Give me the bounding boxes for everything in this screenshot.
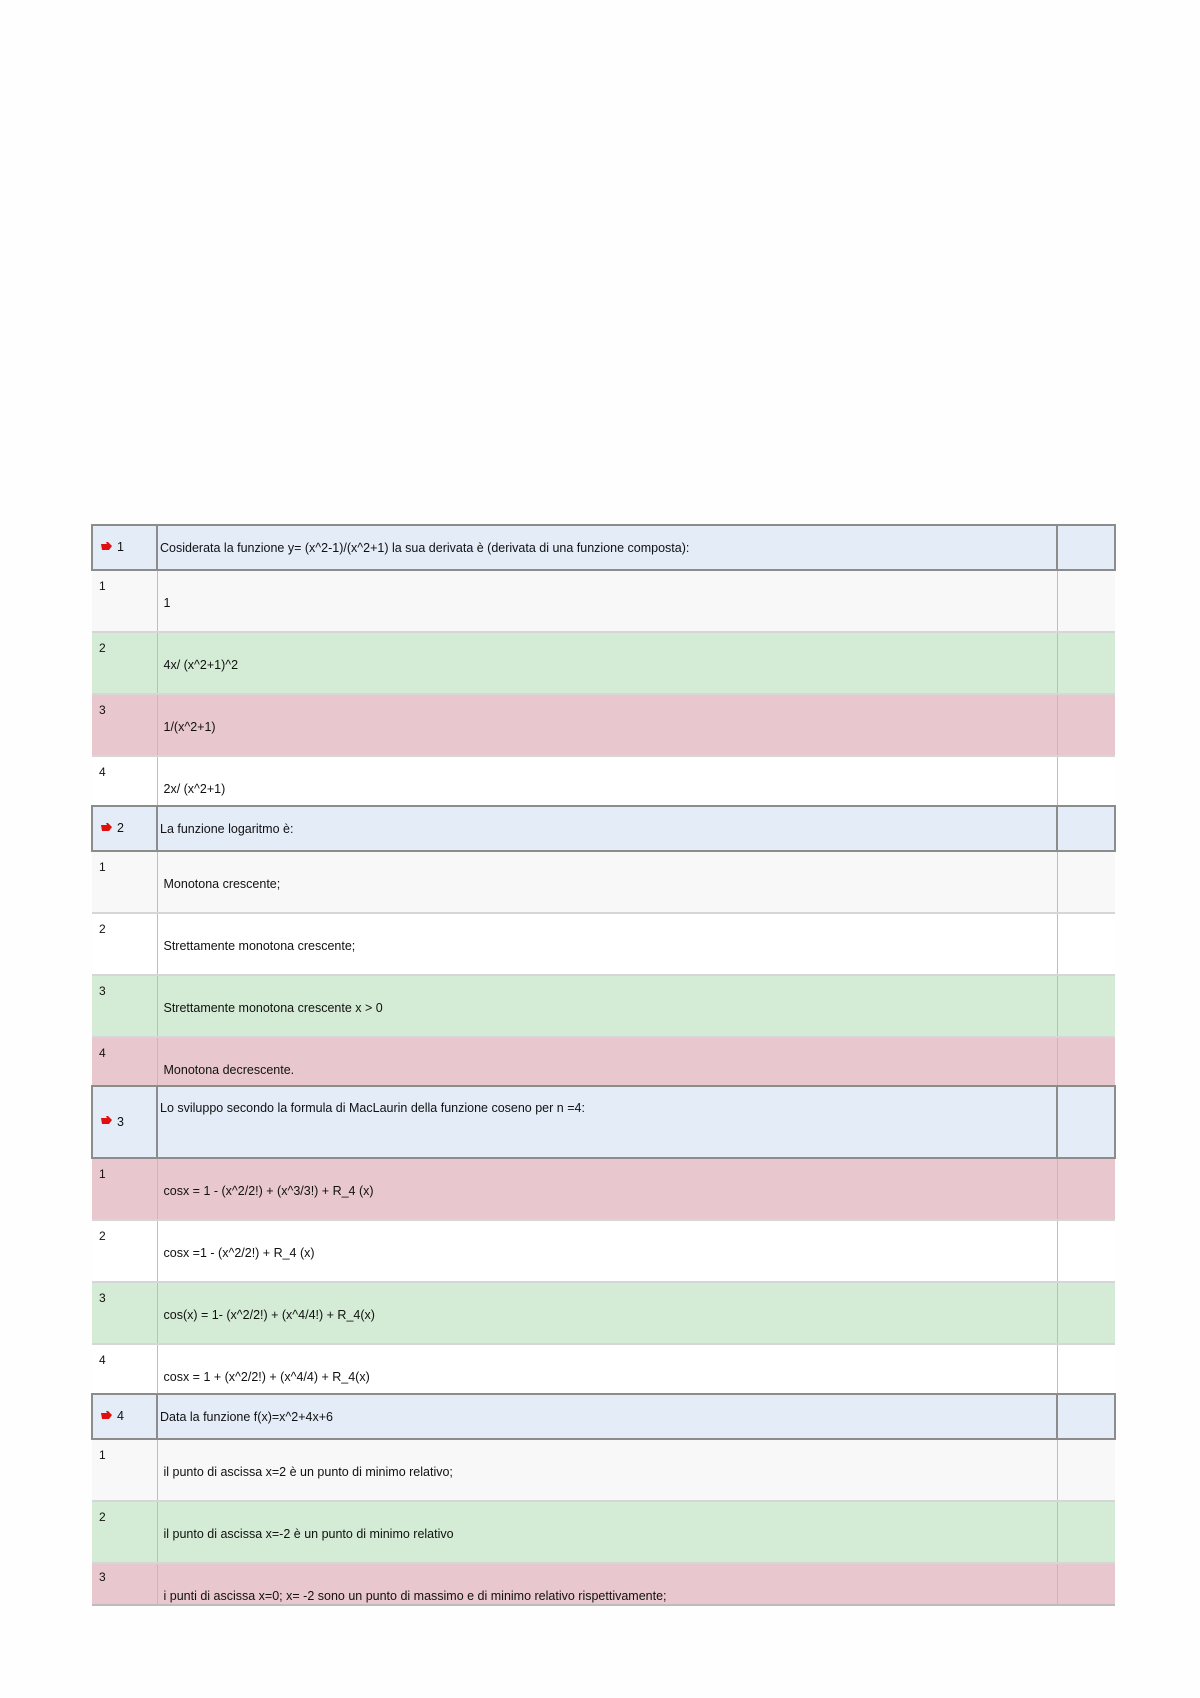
answer-text: cos(x) = 1- (x^2/2!) + (x^4/4!) + R_4(x) bbox=[157, 1282, 1057, 1344]
answer-number: 3 bbox=[92, 975, 157, 1037]
question-block-1 bbox=[91, 524, 1116, 819]
answer-number: 1 bbox=[92, 1439, 157, 1501]
answer-text: 1/(x^2+1) bbox=[157, 694, 1057, 756]
question-header bbox=[92, 1086, 1115, 1158]
pointing-hand-icon bbox=[100, 541, 113, 555]
answer-text: Monotona decrescente. bbox=[157, 1037, 1057, 1099]
answer-number: 3 bbox=[92, 694, 157, 756]
answer-number: 1 bbox=[92, 851, 157, 913]
answer-row-correct[interactable] bbox=[92, 1282, 1115, 1344]
answer-text: Strettamente monotona crescente x > 0 bbox=[157, 975, 1057, 1037]
question-text: Lo sviluppo secondo la formula di MacLaurin della funzione coseno per n =4: bbox=[157, 1086, 1057, 1158]
answer-row[interactable] bbox=[92, 1220, 1115, 1282]
question-number: 1 bbox=[117, 540, 124, 555]
answer-number: 2 bbox=[92, 913, 157, 975]
answer-number: 3 bbox=[92, 1563, 157, 1605]
question-header bbox=[92, 1394, 1115, 1439]
answer-text: 4x/ (x^2+1)^2 bbox=[157, 632, 1057, 694]
answer-number: 4 bbox=[92, 1037, 157, 1099]
answer-row[interactable] bbox=[92, 1439, 1115, 1501]
question-number: 3 bbox=[117, 1114, 124, 1129]
answer-number: 2 bbox=[92, 1501, 157, 1563]
question-text: La funzione logaritmo è: bbox=[157, 806, 1057, 851]
answer-number: 4 bbox=[92, 1344, 157, 1406]
answer-row-correct[interactable] bbox=[92, 1501, 1115, 1563]
question-block-3 bbox=[91, 1085, 1116, 1407]
answer-text: 1 bbox=[157, 570, 1057, 632]
answer-number: 3 bbox=[92, 1282, 157, 1344]
answer-text: il punto di ascissa x=2 è un punto di minimo relativo; bbox=[157, 1439, 1057, 1501]
question-block-4 bbox=[91, 1393, 1116, 1606]
answer-text: cosx =1 - (x^2/2!) + R_4 (x) bbox=[157, 1220, 1057, 1282]
answer-text: Monotona crescente; bbox=[157, 851, 1057, 913]
question-number: 2 bbox=[117, 821, 124, 836]
answer-row[interactable] bbox=[92, 570, 1115, 632]
answer-row[interactable] bbox=[92, 851, 1115, 913]
question-block-2 bbox=[91, 805, 1116, 1100]
answer-text: cosx = 1 - (x^2/2!) + (x^3/3!) + R_4 (x) bbox=[157, 1158, 1057, 1220]
answer-text: 2x/ (x^2+1) bbox=[157, 756, 1057, 818]
answer-text: cosx = 1 + (x^2/2!) + (x^4/4) + R_4(x) bbox=[157, 1344, 1057, 1406]
answer-text: Strettamente monotona crescente; bbox=[157, 913, 1057, 975]
answer-row-wrong[interactable] bbox=[92, 1158, 1115, 1220]
answer-row-wrong[interactable] bbox=[92, 694, 1115, 756]
answer-number: 1 bbox=[92, 1158, 157, 1220]
question-header bbox=[92, 525, 1115, 570]
question-number: 4 bbox=[117, 1409, 124, 1424]
answer-number: 1 bbox=[92, 570, 157, 632]
answer-number: 2 bbox=[92, 1220, 157, 1282]
answer-number: 2 bbox=[92, 632, 157, 694]
answer-text: il punto di ascissa x=-2 è un punto di minimo relativo bbox=[157, 1501, 1057, 1563]
pointing-hand-icon bbox=[100, 1115, 113, 1129]
answer-number: 4 bbox=[92, 756, 157, 818]
pointing-hand-icon bbox=[100, 1410, 113, 1424]
question-text: Cosiderata la funzione y= (x^2-1)/(x^2+1) la sua derivata è (derivata di una funzione composta): bbox=[157, 525, 1057, 570]
answer-text: i punti di ascissa x=0; x= -2 sono un punto di massimo e di minimo relativo rispettivamente; bbox=[157, 1563, 1057, 1605]
answer-row-correct[interactable] bbox=[92, 975, 1115, 1037]
question-header bbox=[92, 806, 1115, 851]
answer-row-correct[interactable] bbox=[92, 632, 1115, 694]
question-text: Data la funzione f(x)=x^2+4x+6 bbox=[157, 1394, 1057, 1439]
pointing-hand-icon bbox=[100, 822, 113, 836]
answer-row[interactable] bbox=[92, 913, 1115, 975]
answer-row-wrong[interactable] bbox=[92, 1563, 1115, 1605]
